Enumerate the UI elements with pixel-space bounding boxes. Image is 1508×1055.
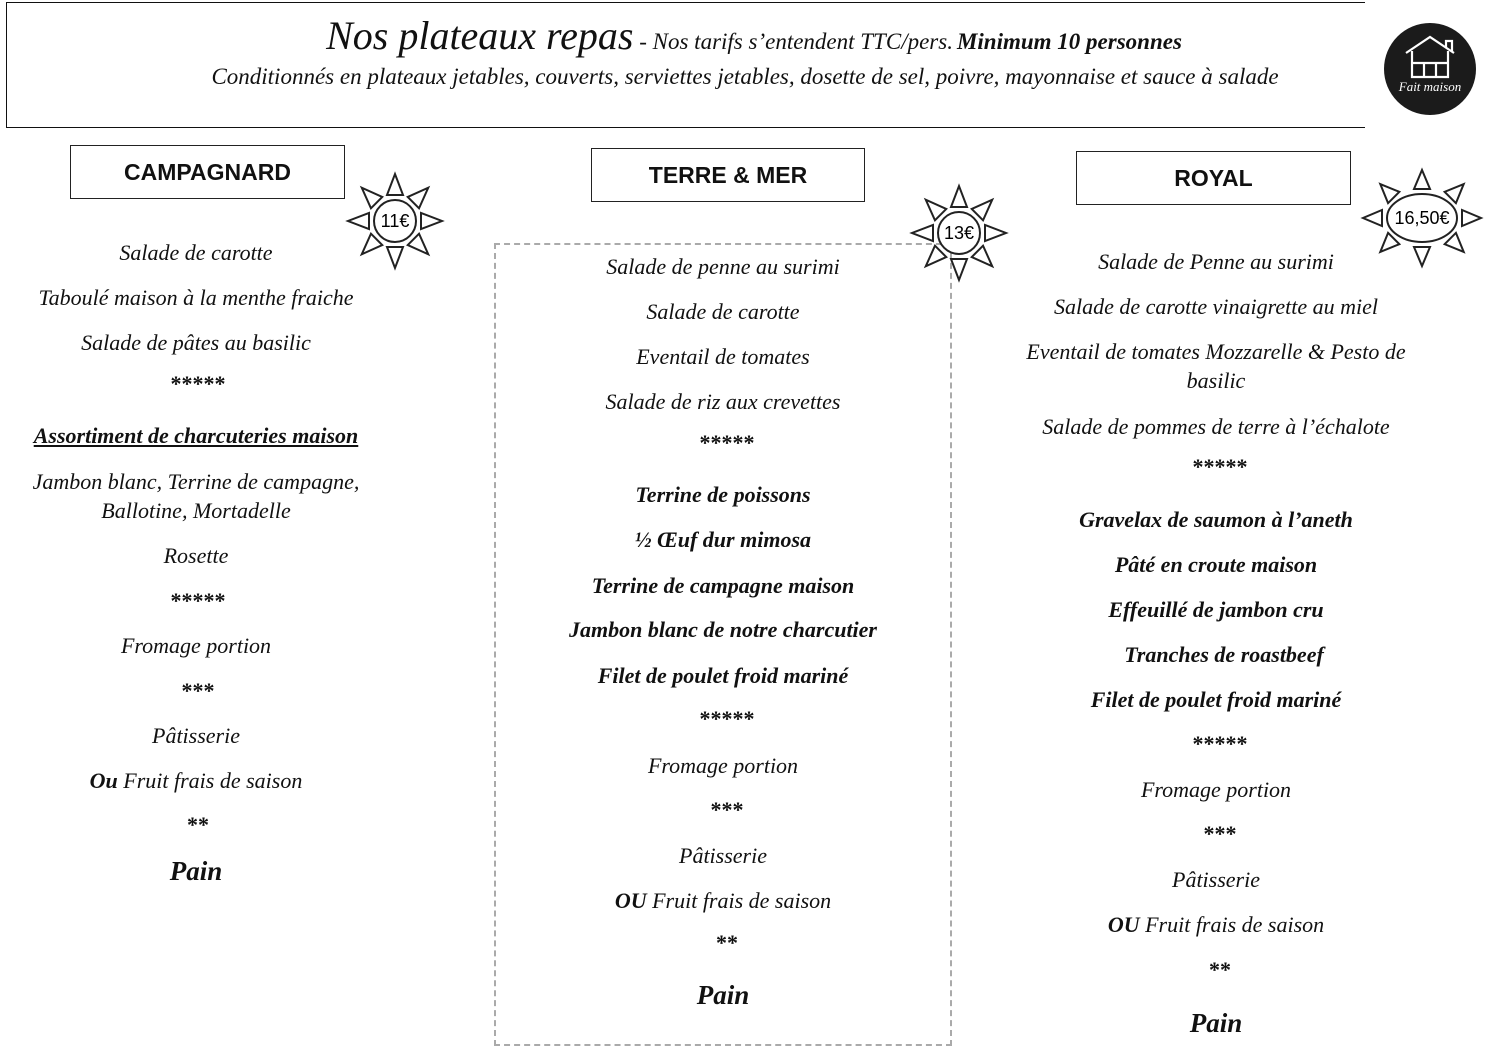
separator-stars: ***	[710, 797, 744, 822]
or-label: OU	[614, 888, 647, 913]
menu-item: Pâtisserie	[152, 723, 240, 748]
menu-item: Terrine de poissons	[635, 482, 811, 507]
menu-item: ½ Œuf dur mimosa	[634, 527, 812, 552]
menu-item: Pâtisserie	[679, 843, 767, 868]
menu-item: Fromage portion	[647, 753, 799, 778]
separator-stars: **	[187, 812, 209, 837]
menu-item-alternative	[0, 766, 392, 795]
separator-stars: ***	[1203, 821, 1237, 846]
menu-item: Pâtisserie	[1172, 867, 1260, 892]
menu-item: Gravelax de saumon à l’aneth	[1079, 507, 1353, 532]
menu-section-heading: Assortiment de charcuteries maison	[33, 423, 359, 448]
menu-item: Fromage portion	[120, 633, 272, 658]
menu-item: Effeuillé de jambon cru	[1108, 597, 1324, 622]
tariff-text: Nos tarifs s’entendent TTC/pers.	[652, 29, 953, 54]
menu-item-text: Fruit frais de saison	[652, 888, 832, 913]
menu-item: Salade de Penne au surimi	[1098, 249, 1334, 274]
separator-stars: ***	[181, 678, 215, 703]
menu-item: Fromage portion	[1140, 777, 1292, 802]
menu-item: Salade de penne au surimi	[606, 254, 840, 279]
separator-stars: *****	[170, 371, 226, 396]
separator-stars: *****	[1192, 731, 1248, 756]
menu-item: Pâté en croute maison	[1114, 552, 1318, 577]
or-label: OU	[1107, 912, 1140, 937]
menu-item: Rosette	[163, 543, 229, 568]
price-campagnard: 11€	[380, 211, 410, 231]
separator-stars: *****	[699, 430, 755, 455]
menu-item: Filet de poulet froid mariné	[1090, 687, 1342, 712]
page-title	[0, 12, 1508, 59]
separator-stars: *****	[1192, 454, 1248, 479]
title-dash: -	[633, 29, 653, 54]
menu-item-bread: Pain	[696, 980, 750, 1010]
menu-item-alternative	[494, 886, 952, 915]
separator-stars: **	[716, 930, 738, 955]
menu-title-terre-mer: TERRE & MER	[591, 148, 865, 202]
fait-maison-logo	[1384, 23, 1476, 115]
title-text: Nos plateaux repas	[326, 13, 634, 58]
menu-item: Filet de poulet froid mariné	[597, 663, 849, 688]
minimum-text: Minimum 10 personnes	[956, 29, 1182, 54]
menu-item: Salade de carotte	[646, 299, 800, 324]
price-royal: 16,50€	[1394, 208, 1450, 228]
menu-item: Salade de riz aux crevettes	[605, 389, 841, 414]
menu-item: Salade de carotte vinaigrette au miel	[1053, 294, 1378, 319]
separator-stars: **	[1209, 957, 1231, 982]
separator-stars: *****	[699, 706, 755, 731]
menu-item: Terrine de campagne maison	[591, 573, 855, 598]
menu-item-text: Fruit frais de saison	[123, 768, 303, 793]
menu-item-bread: Pain	[1189, 1008, 1243, 1038]
menu-item: Eventail de tomates	[636, 344, 810, 369]
logo-text: Fait maison	[1398, 79, 1462, 94]
or-label: Ou	[89, 768, 118, 793]
menu-title-campagnard: CAMPAGNARD	[70, 145, 345, 199]
menu-title-royal: ROYAL	[1076, 151, 1351, 205]
menu-item: Salade de carotte	[119, 240, 273, 265]
menu-item-alternative	[988, 910, 1444, 939]
house-icon	[1384, 23, 1476, 115]
menu-item: Taboulé maison à la menthe fraiche	[38, 285, 354, 310]
price-terre-mer: 13€	[943, 223, 975, 243]
menu-item-bread: Pain	[169, 856, 223, 886]
menu-item: Salade de pâtes au basilic	[81, 330, 311, 355]
page-subtitle: Conditionnés en plateaux jetables, couverts, serviettes jetables, dosette de sel, poivre, mayonnaise et sauce à salade	[211, 64, 1279, 89]
menu-item: Eventail de tomates Mozzarelle & Pesto de basilic	[1026, 339, 1406, 393]
menu-item: Jambon blanc, Terrine de campagne, Ballotine, Mortadelle	[32, 469, 360, 523]
menu-item-text: Fruit frais de saison	[1145, 912, 1325, 937]
separator-stars: *****	[170, 588, 226, 613]
menu-item: Jambon blanc de notre charcutier	[568, 617, 877, 642]
menu-item: Tranches de roastbeef	[1124, 642, 1324, 667]
menu-item: Salade de pommes de terre à l’échalote	[1042, 414, 1390, 439]
